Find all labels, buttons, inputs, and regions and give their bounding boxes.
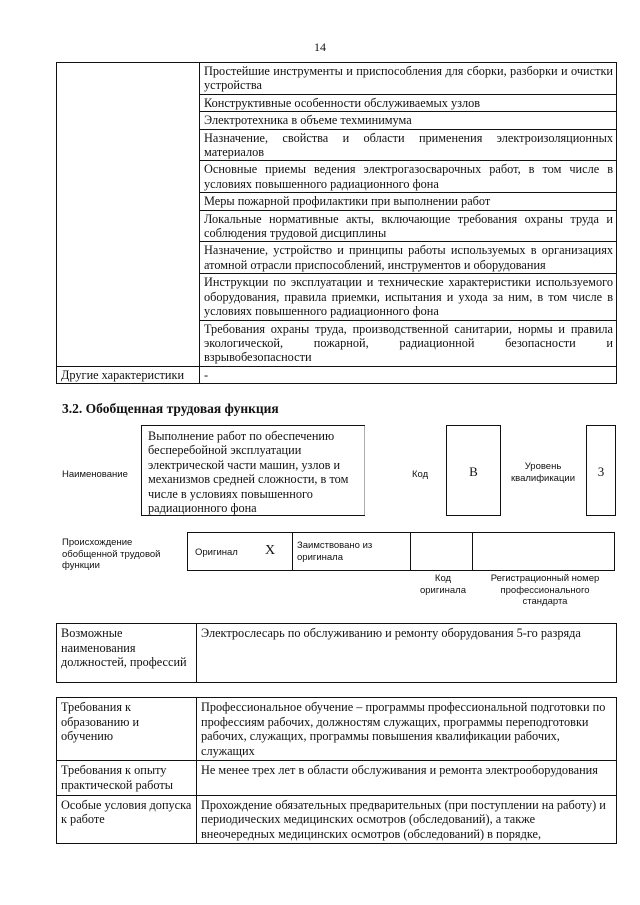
- knowledge-item: Назначение, устройство и принципы работы используемых в организациях атомной отрасли приспособлений, инструментов и оборудования: [200, 242, 617, 274]
- code-label: Код: [412, 469, 429, 480]
- requirements-table: [56, 697, 617, 844]
- positions-label: Возможные наименования должностей, профессий: [57, 624, 197, 683]
- knowledge-item: Локальные нормативные акты, включающие требования охраны труда и соблюдения трудовой дисциплины: [200, 210, 617, 242]
- table-row: [57, 63, 617, 95]
- other-characteristics-label: Другие характеристики: [57, 366, 200, 383]
- original-cell: [188, 533, 293, 570]
- original-mark: X: [265, 543, 276, 558]
- code-value: В: [446, 425, 501, 516]
- qualification-level-label: Уровень квалификации: [510, 461, 576, 484]
- row-label-empty: [57, 63, 200, 367]
- knowledge-item: Назначение, свойства и области применения электроизоляционных материалов: [200, 129, 617, 161]
- qualification-level-value: 3: [586, 425, 616, 516]
- requirement-value: Прохождение обязательных предварительных (при поступлении на работу) и периодических медицинских осмотров (обследований), а также внеочередных медицинских осмотров (обследований) в порядке,: [197, 795, 617, 844]
- other-characteristics-value: -: [200, 366, 617, 383]
- requirement-value: Профессиональное обучение – программы профессиональной подготовки по профессиям рабочих, должностям служащих, программы переподготовки рабочих, служащих, программы повышения квалификации рабочих, служащих: [197, 698, 617, 761]
- knowledge-item: Меры пожарной профилактики при выполнении работ: [200, 193, 617, 210]
- name-label: Наименование: [62, 469, 128, 480]
- page-number: 14: [314, 40, 326, 54]
- requirement-value: Не менее трех лет в области обслуживания и ремонта электрооборудования: [197, 761, 617, 795]
- knowledge-item: Простейшие инструменты и приспособления для сборки, разборки и очистки устройства: [200, 63, 617, 95]
- registration-number-cell: [473, 533, 614, 570]
- table-row: [57, 698, 617, 761]
- knowledge-item: Инструкции по эксплуатации и технические характеристики используемого оборудования, правила приемки, испытания и ухода за ним, в том числе в условиях повышенного радиационного фона: [200, 274, 617, 320]
- function-name-box: Выполнение работ по обеспечению бесперебойной эксплуатации электрической части машин, узлов и механизмов средней сложности, в том числе в условиях повышенного радиационного фона: [141, 425, 365, 516]
- table-row: [57, 795, 617, 844]
- origin-row: [187, 532, 615, 571]
- original-code-cell: [411, 533, 473, 570]
- knowledge-item: Основные приемы ведения электрогазосварочных работ, в том числе в условиях повышенного радиационного фона: [200, 161, 617, 193]
- original-label: Оригинал: [195, 547, 238, 558]
- borrowed-cell: [293, 533, 411, 570]
- requirement-label: Требования к опыту практической работы: [57, 761, 197, 795]
- divider: [364, 425, 365, 516]
- knowledge-item: Электротехника в объеме техминимума: [200, 112, 617, 129]
- borrowed-label: Заимствовано из оригинала: [297, 540, 373, 563]
- section-title: 3.2. Обобщенная трудовая функция: [62, 401, 279, 416]
- table-row: [57, 366, 617, 383]
- knowledge-item: Требования охраны труда, производственной санитарии, нормы и правила экологической, пожарной, радиационной безопасности и взрывобезопасности: [200, 320, 617, 366]
- original-code-caption: Код оригинала: [419, 573, 466, 596]
- table-row: [57, 624, 617, 683]
- requirement-label: Особые условия допуска к работе: [57, 795, 197, 844]
- positions-value: Электрослесарь по обслуживанию и ремонту оборудования 5-го разряда: [197, 624, 617, 683]
- requirement-label: Требования к образованию и обучению: [57, 698, 197, 761]
- positions-table: [56, 623, 617, 683]
- table-row: [57, 761, 617, 795]
- origin-label: Происхождение обобщенной трудовой функции: [62, 537, 161, 571]
- registration-number-caption: Регистрационный номер профессионального стандарта: [490, 573, 600, 607]
- knowledge-item: Конструктивные особенности обслуживаемых узлов: [200, 94, 617, 111]
- required-knowledge-table: [56, 62, 617, 384]
